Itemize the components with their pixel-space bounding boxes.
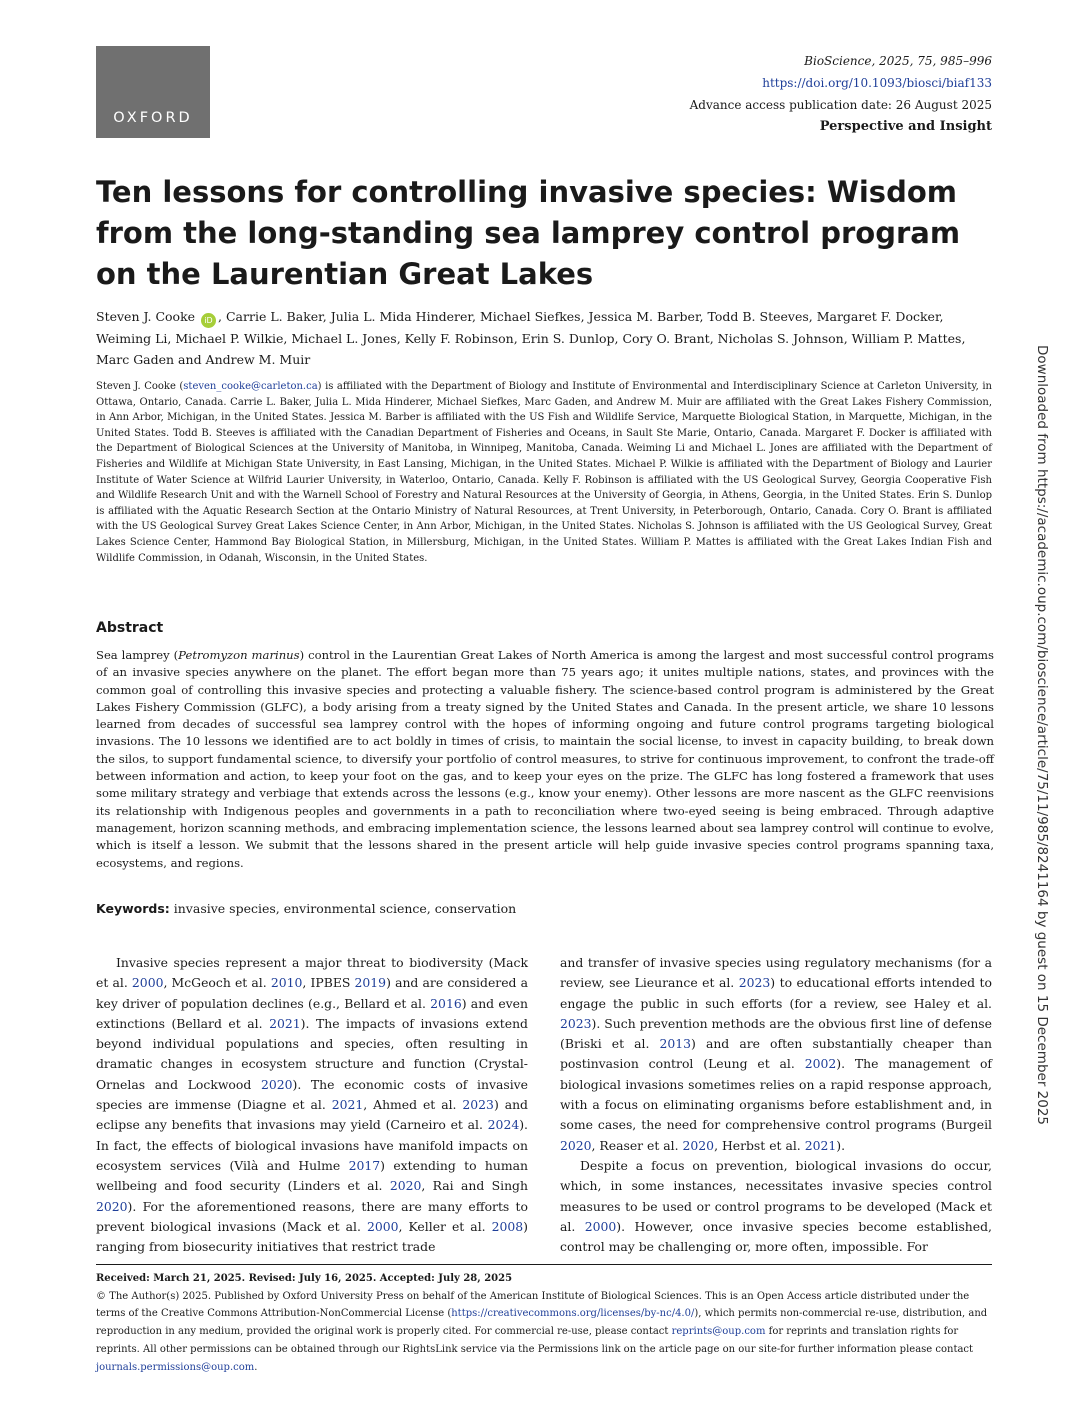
- citation-link[interactable]: 2000: [367, 1218, 399, 1234]
- citation-link[interactable]: 2021: [269, 1015, 301, 1031]
- citation-link[interactable]: 2013: [659, 1036, 692, 1052]
- reprints-email-link[interactable]: reprints@oup.com: [671, 1326, 766, 1338]
- abstract-part: Sea lamprey (: [96, 648, 179, 662]
- citation-link[interactable]: 2020: [560, 1137, 592, 1153]
- download-watermark: Downloaded from https://academic.oup.com/bioscience/article/75/11/985/8241164 by guest on 15 December 2025: [1034, 345, 1050, 1126]
- first-author[interactable]: Steven J. Cooke: [96, 309, 196, 324]
- citation-link[interactable]: 2017: [348, 1157, 381, 1173]
- body-paragraph: Invasive species represent a major threat to biodiversity (Mack et al. 2000, McGeoch et al. 2010, IPBES 2019) and are considered a key driver of population declines (e.g., Bellard et al. 2016) and even extinctions (Bellard et al. 2021). The impacts of invasions extend beyond individual populations and species, often resulting in dramatic changes in ecosystem structure and function (Crystal-Ornelas and Lockwood 2020). The economic costs of invasive species are immense (Diagne et al. 2021, Ahmed et al. 2023) and eclipse any benefits that invasions may yield (Carneiro et al. 2024). In fact, the effects of biological invasions have manifold impacts on ecosystem services (Vilà and Hulme 2017) extending to human wellbeing and food security (Linders et al. 2020, Rai and Singh 2020). For the aforementioned reasons, there are many efforts to prevent biological invasions (Mack et al. 2000, Keller et al. 2008) ranging from biosecurity initiatives that restrict trade: [96, 955, 529, 1255]
- affiliations: [96, 379, 992, 566]
- license-statement: © The Author(s) 2025. Published by Oxford University Press on behalf of the American Institute of Biological Sciences. This is an Open Access article distributed under the terms of the Creative Commons Attribution-NonCommercial License (https://creativecommons.org/licenses/by-nc/4.0/), which permits non-commercial re-use, distribution, and reproduction in any medium, provided the original work is properly cited. For commercial re-use, please contact reprints@oup.com for reprints and translation rights for reprints. All other permissions can be obtained through our RightsLink service via the Permissions link on the article page on our site-for further information please contact journals.permissions@oup.com.: [96, 1290, 988, 1373]
- citation-link[interactable]: 2016: [430, 995, 462, 1011]
- footer-divider: [96, 1264, 992, 1265]
- citation-link[interactable]: 2024: [487, 1117, 520, 1133]
- citation-link[interactable]: 2021: [804, 1137, 837, 1153]
- citation-link[interactable]: 2008: [491, 1218, 524, 1234]
- access-date: Advance access publication date: 26 August 2025: [689, 98, 992, 112]
- citation-link[interactable]: 2023: [560, 1015, 592, 1031]
- logo-text: OXFORD: [113, 110, 193, 126]
- permissions-email-link[interactable]: journals.permissions@oup.com: [96, 1361, 255, 1373]
- article-dates: Received: March 21, 2025. Revised: July 16, 2025. Accepted: July 28, 2025: [96, 1273, 513, 1284]
- body-column-right: [560, 953, 992, 1257]
- citation-link[interactable]: 2020: [682, 1137, 715, 1153]
- doi-link[interactable]: https://doi.org/10.1093/biosci/biaf133: [762, 76, 992, 90]
- citation-link[interactable]: 2010: [270, 975, 303, 991]
- keywords-text: invasive species, environmental science, conservation: [169, 901, 517, 916]
- affil-text: Steven J. Cooke (: [96, 381, 184, 392]
- citation-link[interactable]: 2023: [738, 975, 771, 991]
- journal-citation: BioScience, 2025, 75, 985–996: [804, 54, 992, 68]
- abstract-text: [96, 647, 994, 872]
- citation-link[interactable]: 2000: [584, 1218, 617, 1234]
- author-list: [96, 306, 996, 370]
- oxford-logo: [96, 46, 210, 138]
- body-paragraph: and transfer of invasive species using regulatory mechanisms (for a review, see Lieurance et al. 2023) to educational efforts intended to engage the public in such efforts (for a review, see Haley et al. 2023). Such prevention methods are the obvious first line of defense (Briski et al. 2013) and are often substantially cheaper than postinvasion control (Leung et al. 2002). The management of biological invasions sometimes relies on a rapid response approach, with a focus on eliminating organisms before establishment and, in some cases, the need for comprehensive control programs (Burgeil 2020, Reaser et al. 2020, Herbst et al. 2021).: [560, 955, 992, 1153]
- article-meta: [690, 50, 992, 138]
- body-paragraph: Despite a focus on prevention, biological invasions do occur, which, in some instances, necessitates invasive species control measures to be used or control programs to be developed (Mack et al. 2000). However, once invasive species become established, control may be challenging or, more often, impossible. For: [560, 1157, 992, 1255]
- citation-link[interactable]: 2000: [131, 975, 164, 991]
- citation-link[interactable]: 2023: [462, 1097, 494, 1113]
- orcid-icon[interactable]: iD: [201, 313, 216, 328]
- citation-link[interactable]: 2021: [331, 1097, 364, 1113]
- citation-link[interactable]: 2002: [804, 1056, 837, 1072]
- citation-link[interactable]: 2020: [389, 1178, 422, 1194]
- keywords-label: Keywords:: [96, 901, 170, 916]
- article-title: Ten lessons for controlling invasive species: Wisdom from the long-standing sea lamprey control program on the Laurentian Great Lakes: [96, 175, 961, 291]
- keywords: [96, 901, 516, 916]
- license-link[interactable]: https://creativecommons.org/licenses/by-nc/4.0/: [451, 1308, 695, 1320]
- author-email-link[interactable]: steven_cooke@carleton.ca: [183, 381, 318, 392]
- other-authors: , Carrie L. Baker, Julia L. Mida Hinderer, Michael Siefkes, Jessica M. Barber, Todd B. Steeves, Margaret F. Docker, Weiming Li, Michael P. Wilkie, Michael L. Jones, Kelly F. Robinson, Erin S. Dunlop, Cory O. Brant, Nicholas S. Johnson, William P. Mattes, Marc Gaden and Andrew M. Muir: [96, 309, 966, 367]
- footer-notes: [96, 1270, 994, 1376]
- citation-link[interactable]: 2019: [354, 975, 387, 991]
- citation-link[interactable]: 2020: [260, 1076, 293, 1092]
- affil-text: ) is affiliated with the Department of Biology and Institute of Environmental and Interdisciplinary Science at Carleton University, in Ottawa, Ontario, Canada. Carrie L. Baker, Julia L. Mida Hinderer, Michael Siefkes, Marc Gaden, and Andrew M. Muir are affiliated with the Great Lakes Fishery Commission, in Ann Arbor, Michigan, in the United States. Jessica M. Barber is affiliated with the US Fish and Wildlife Service, Marquette Biological Station, in Marquette, Michigan, in the United States. Todd B. Steeves is affiliated with the Canadian Department of Fisheries and Oceans, in Sault Ste Marie, Ontario, Canada. Margaret F. Docker is affiliated with the Department of Biological Sciences at the University of Manitoba, in Winnipeg, Manitoba, Canada. Weiming Li and Michael L. Jones are affiliated with the Department of Fisheries and Wildlife at Michigan State University, in East Lansing, Michigan, in the United States. Michael P. Wilkie is affiliated with the Department of Biology and Laurier Institute of Water Science at Wilfrid Laurier University, in Waterloo, Ontario, Canada. Kelly F. Robinson is affiliated with the US Geological Survey, Georgia Cooperative Fish and Wildlife Research Unit and with the Warnell School of Forestry and Natural Resources at the University of Georgia, in Athens, Georgia, in the United States. Erin S. Dunlop is affiliated with the Aquatic Research Section at the Ontario Ministry of Natural Resources, at Trent University, in Peterborough, Ontario, Canada. Cory O. Brant is affiliated with the US Geological Survey Great Lakes Science Center, in Ann Arbor, Michigan, in the United States. Nicholas S. Johnson is affiliated with the US Geological Survey, Great Lakes Science Center, Hammond Bay Biological Station, in Millersburg, Michigan, in the United States. William P. Mattes is affiliated with the Great Lakes Indian Fish and Wildlife Commission, in Odanah, Wisconsin, in the United States.: [96, 381, 992, 564]
- citation-link[interactable]: 2020: [96, 1198, 128, 1214]
- body-column-left: [96, 953, 528, 1257]
- species-name: Petromyzon marinus: [178, 648, 300, 662]
- abstract-heading: Abstract: [96, 620, 164, 636]
- article-type: Perspective and Insight: [819, 119, 992, 134]
- abstract-part: ) control in the Laurentian Great Lakes of North America is among the largest and most successful control programs of an invasive species anywhere on the planet. The effort began more than 75 years ago; it unites multiple nations, states, and provinces with the common goal of controlling this invasive species and protecting a valuable fishery. The science-based control program is administered by the Great Lakes Fishery Commission (GLFC), a body arising from a treaty signed by the United States and Canada. In the present article, we share 10 lessons learned from decades of successful sea lamprey control with the hopes of informing ongoing and future control programs targeting biological invasions. The 10 lessons we identified are to act boldly in times of crisis, to maintain the social license, to invest in capacity building, to break down the silos, to support fundamental science, to diversify your portfolio of control measures, to strive for continuous improvement, to confront the trade-off between information and action, to keep your foot on the gas, and to keep your eyes on the prize. The GLFC has long fostered a framework that uses some military strategy and verbiage that extends across the lessons (e.g., know your enemy). Other lessons are more nascent as the GLFC reenvisions its relationship with Indigenous peoples and governments in a path to reconciliation where two-eyed seeing is being embraced. Through adaptive management, horizon scanning methods, and embracing implementation science, the lessons learned about sea lamprey control will continue to evolve, which is itself a lesson. We submit that the lessons shared in the present article will help guide invasive species control programs spanning taxa, ecosystems, and regions.: [96, 648, 994, 870]
